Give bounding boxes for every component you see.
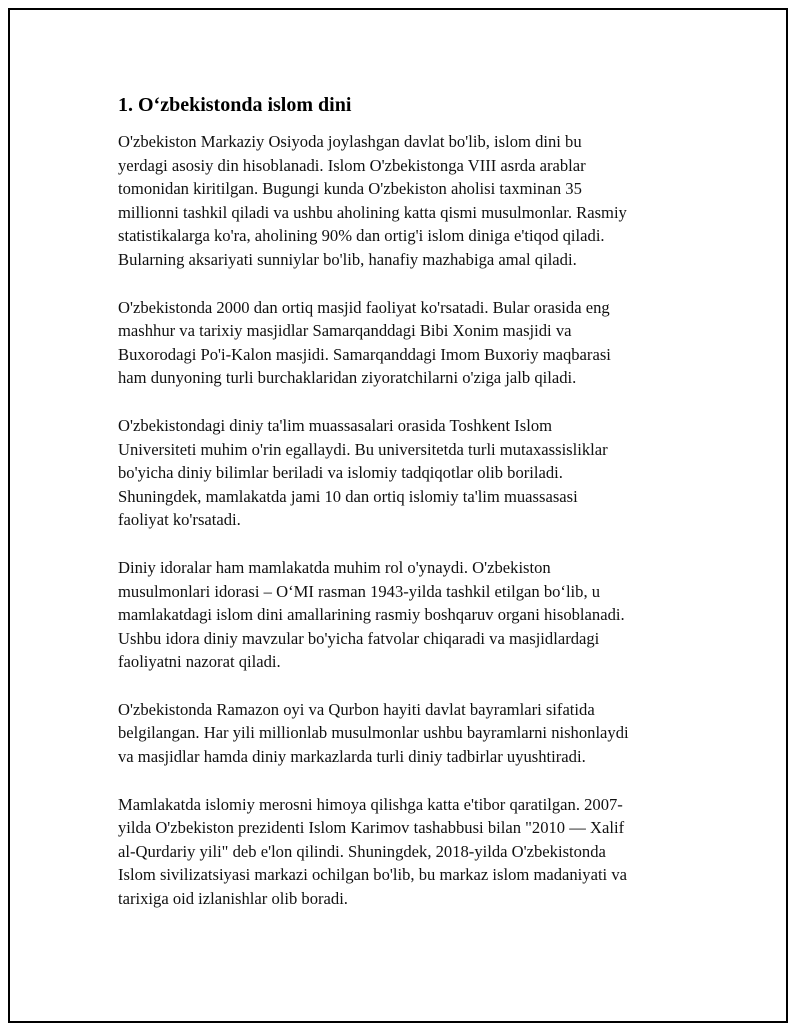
text-line: Shuningdek, mamlakatda jami 10 dan ortiq islomiy ta'lim muassasasi: [118, 486, 578, 506]
paragraph-heritage: [118, 793, 690, 911]
paragraph-institutions: [118, 556, 690, 674]
text-line: faoliyat ko'rsatadi.: [118, 510, 241, 530]
text-line: bo'yicha diniy bilimlar beriladi va islomiy tadqiqotlar olib boriladi.: [118, 463, 563, 483]
paragraph-mosques: [118, 296, 690, 390]
text-line: belgilangan. Har yili millionlab musulmonlar ushbu bayramlarni nishonlaydi: [118, 723, 629, 743]
text-line: yilda O'zbekiston prezidenti Islom Karimov tashabbusi bilan "2010 — Xalif: [118, 818, 625, 838]
text-line: millionni tashkil qiladi va ushbu aholining katta qismi musulmonlar. Rasmiy: [118, 202, 627, 222]
paragraph-education: [118, 414, 690, 532]
text-line: mashhur va tarixiy masjidlar Samarqanddagi Bibi Xonim masjidi va: [118, 321, 572, 341]
document-title: 1. O‘zbekistonda islom dini: [118, 94, 352, 116]
text-line: statistikalarga ko'ra, aholining 90% dan ortig'i islom diniga e'tiqod qiladi.: [118, 226, 605, 246]
text-line: Islom sivilizatsiyasi markazi ochilgan bo'lib, bu markaz islom madaniyati va: [118, 865, 627, 885]
text-line: Buxorodagi Po'i-Kalon masjidi. Samarqanddagi Imom Buxoriy maqbarasi: [118, 344, 611, 364]
document-body: [118, 92, 690, 935]
paragraph-intro: [118, 130, 690, 272]
text-line: mamlakatdagi islom dini amallarining rasmiy boshqaruv organi hisoblanadi.: [118, 605, 625, 625]
text-line: O'zbekistonda Ramazon oyi va Qurbon hayiti davlat bayramlari sifatida: [118, 699, 595, 719]
text-line: va masjidlar hamda diniy markazlarda turli diniy tadbirlar uyushtiradi.: [118, 747, 586, 767]
text-line: tarixiga oid izlanishlar olib boradi.: [118, 889, 348, 909]
text-line: O'zbekistonda 2000 dan ortiq masjid faoliyat ko'rsatadi. Bular orasida eng: [118, 297, 610, 317]
text-line: musulmonlari idorasi – O‘MI rasman 1943-yilda tashkil etilgan bo‘lib, u: [118, 581, 601, 601]
text-line: faoliyatni nazorat qiladi.: [118, 652, 281, 672]
text-line: Universiteti muhim o'rin egallaydi. Bu universitetda turli mutaxassisliklar: [118, 439, 608, 459]
text-line: tomonidan kiritilgan. Bugungi kunda O'zbekiston aholisi taxminan 35: [118, 179, 582, 199]
text-line: Ushbu idora diniy mavzular bo'yicha fatvolar chiqaradi va masjidlardagi: [118, 628, 600, 648]
text-line: yerdagi asosiy din hisoblanadi. Islom O'zbekistonga VIII asrda arablar: [118, 155, 586, 175]
text-line: al-Qurdariy yili" deb e'lon qilindi. Shuningdek, 2018-yilda O'zbekistonda: [118, 841, 606, 861]
text-line: ham dunyoning turli burchaklaridan ziyoratchilarni o'ziga jalb qiladi.: [118, 368, 577, 388]
text-line: Mamlakatda islomiy merosni himoya qilishga katta e'tibor qaratilgan. 2007-: [118, 794, 623, 814]
paragraph-holidays: [118, 698, 690, 769]
text-line: Diniy idoralar ham mamlakatda muhim rol o'ynaydi. O'zbekiston: [118, 557, 551, 577]
text-line: Bularning aksariyati sunniylar bo'lib, hanafiy mazhabiga amal qiladi.: [118, 249, 577, 269]
text-line: O'zbekistondagi diniy ta'lim muassasalari orasida Toshkent Islom: [118, 415, 553, 435]
text-line: O'zbekiston Markaziy Osiyoda joylashgan davlat bo'lib, islom dini bu: [118, 132, 582, 151]
